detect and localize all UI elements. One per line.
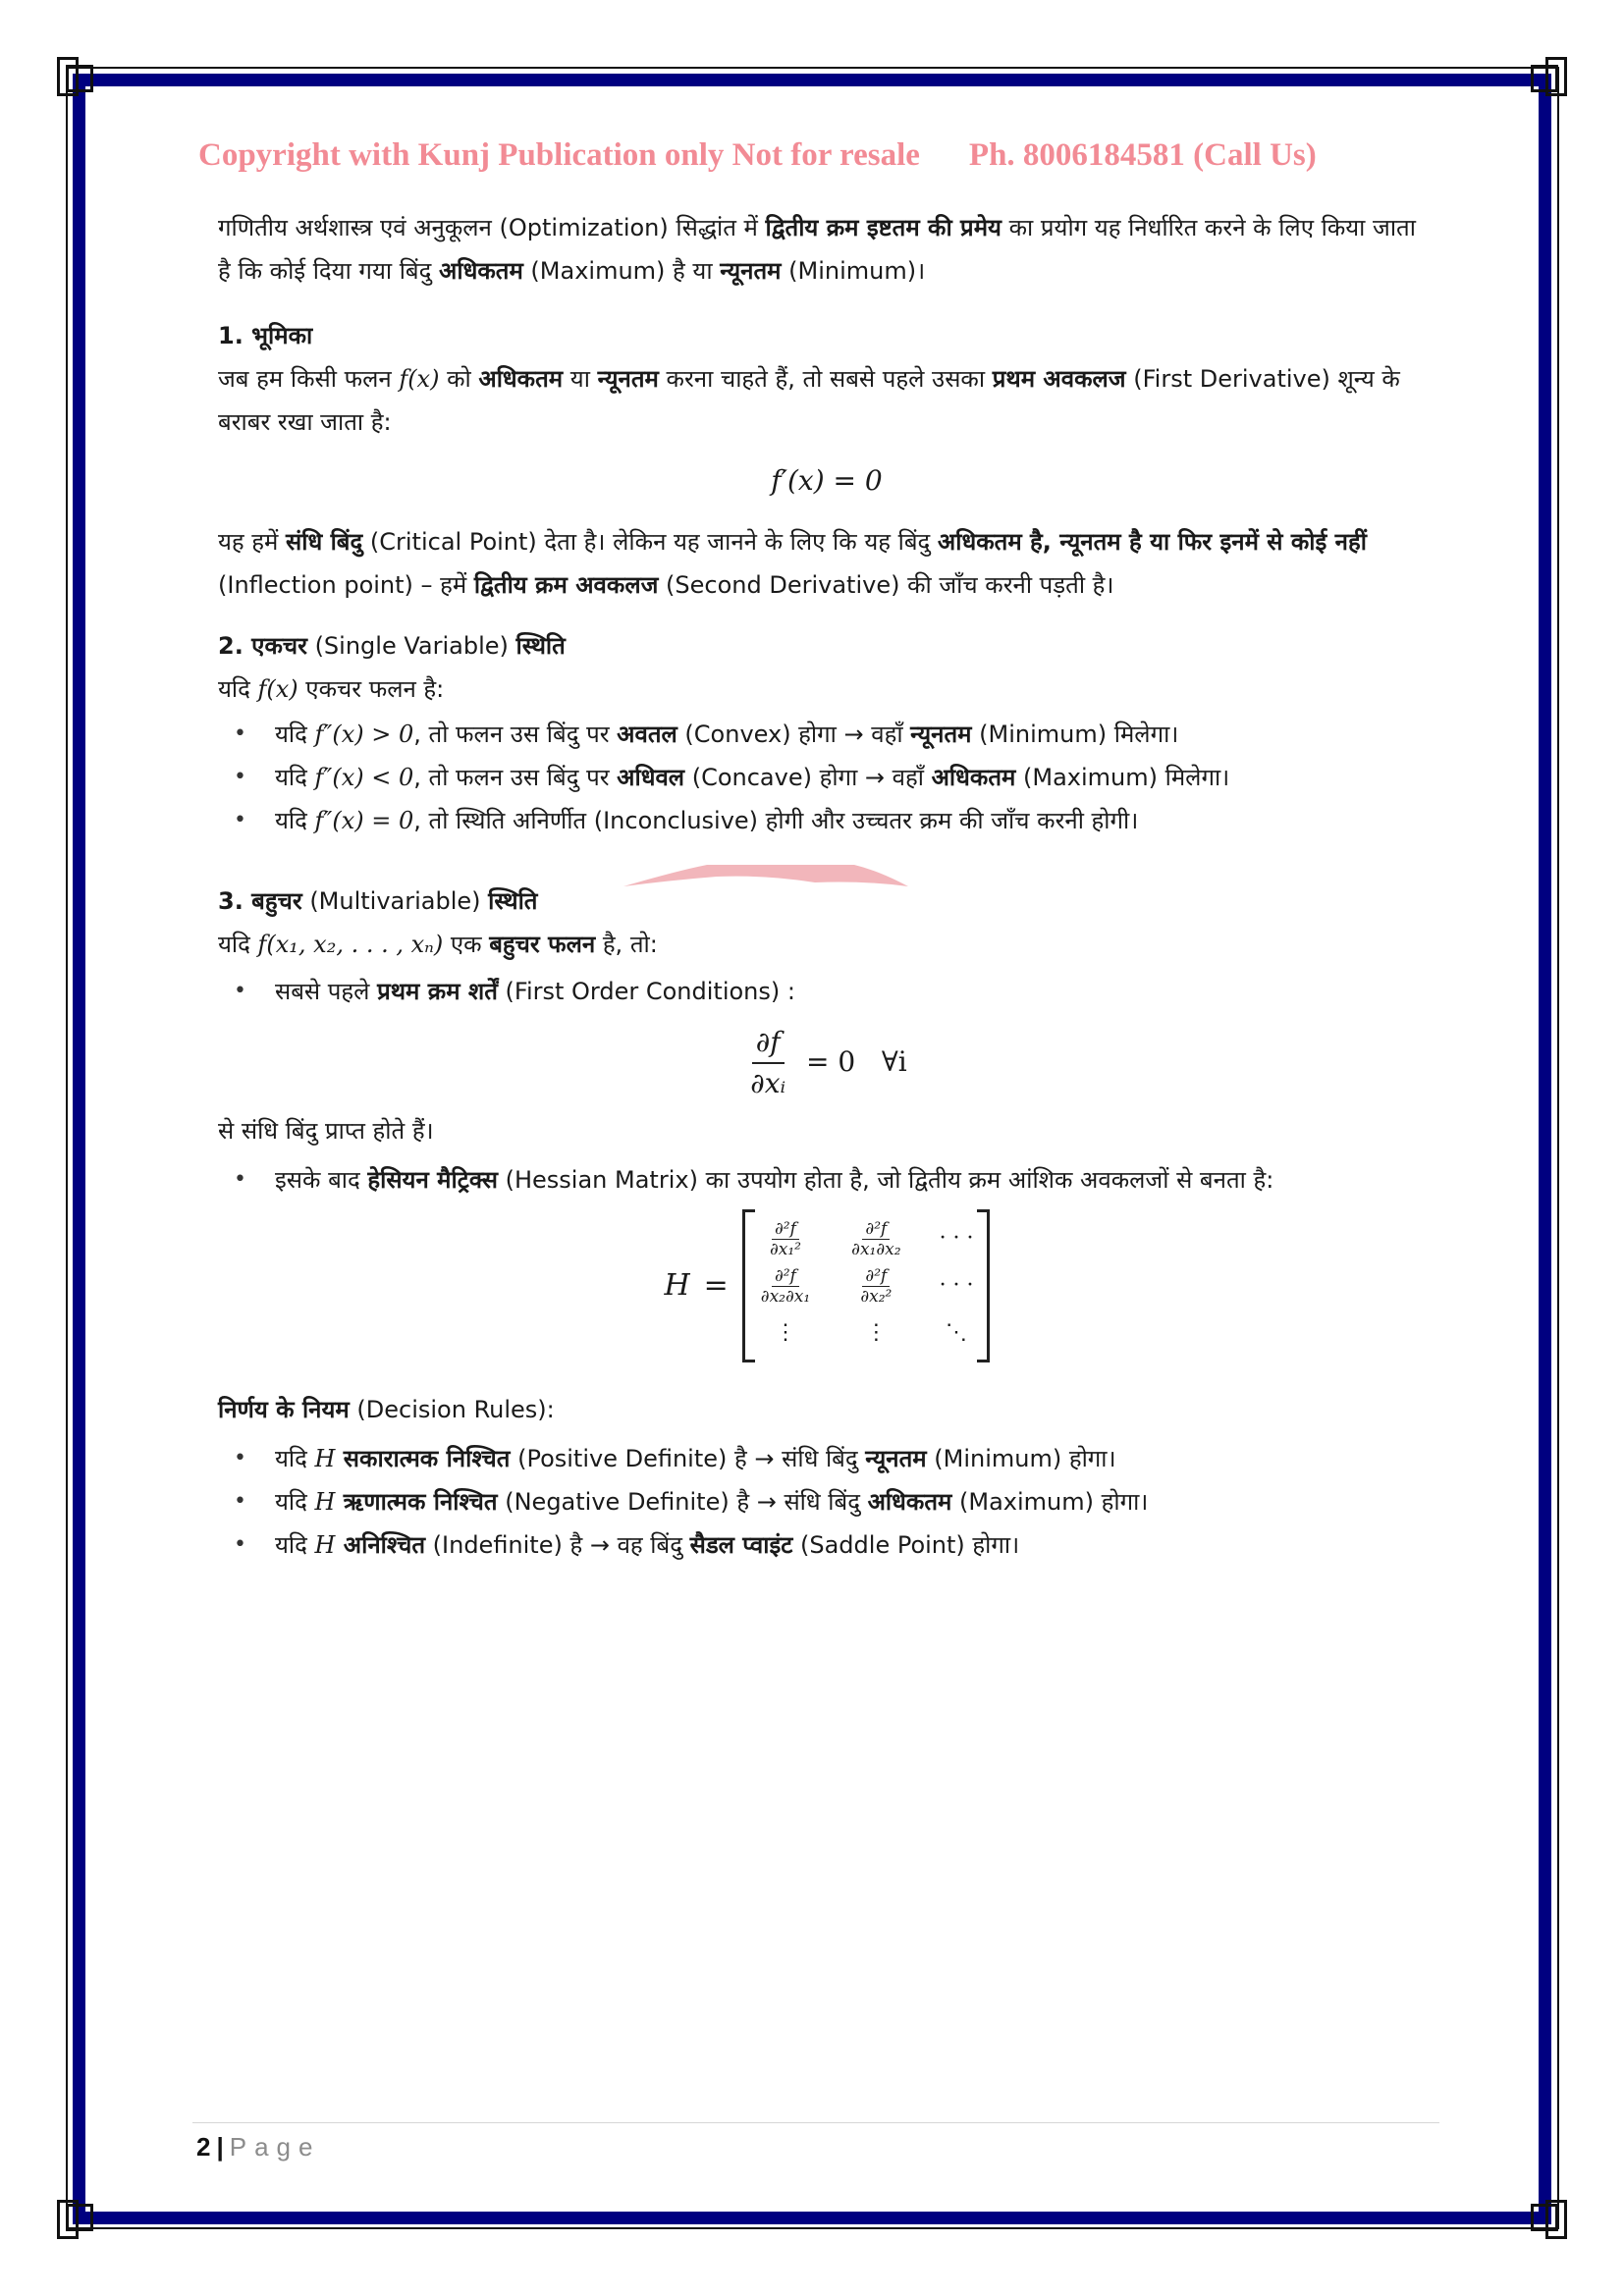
page-label: Page: [229, 2132, 321, 2162]
heading-text-en: (Single Variable): [306, 632, 516, 660]
intro-theorem-name: द्वितीय क्रम इष्टतम की प्रमेय: [765, 214, 1001, 241]
page-number: 2: [196, 2132, 211, 2162]
text: (Minimum) होगा।: [926, 1445, 1116, 1472]
equation-text: f′(x) = 0: [771, 464, 883, 497]
equals-sign: =: [703, 1268, 729, 1303]
fraction-partial-f: [746, 1023, 789, 1103]
decision-rules-heading: [218, 1388, 1435, 1431]
corner-ornament-top-right-inner: [1545, 57, 1567, 96]
text: यदि: [218, 675, 258, 703]
page-footer: [196, 2132, 320, 2163]
term: अनिश्चित: [335, 1531, 426, 1559]
text: (First Order Conditions) :: [497, 978, 795, 1005]
text: , तो फलन उस बिंदु पर: [413, 764, 618, 791]
math-condition: f″(x) > 0: [314, 721, 414, 748]
fraction-denominator: ∂x₂²: [860, 1286, 893, 1307]
intro-text: गणितीय अर्थशास्त्र एवं अनुकूलन (Optimization) सिद्धांत में: [218, 214, 766, 241]
text: (Critical Point) देता है। लेकिन यह जानने के लिए कि यह बिंदु: [362, 528, 938, 556]
text: (Inflection point) – हमें: [218, 571, 474, 599]
text: करना चाहते हैं, तो सबसे पहले उसका: [658, 365, 993, 393]
matrix-ellipsis: ⋱: [946, 1320, 968, 1345]
text: को: [439, 365, 479, 393]
text: सबसे पहले: [275, 978, 378, 1005]
text: यदि: [275, 1531, 315, 1559]
text: (Maximum) होगा।: [951, 1488, 1149, 1516]
text: (Concave) होगा → वहाँ: [684, 764, 932, 791]
math-H: H: [314, 1488, 336, 1516]
text: (Positive Definite) है → संधि बिंदु: [510, 1445, 866, 1472]
math-H: H: [314, 1445, 336, 1472]
matrix-fraction: [758, 1266, 813, 1307]
math-fx: f(x): [399, 365, 440, 393]
hessian-matrix: [742, 1209, 990, 1362]
text: एक: [443, 931, 490, 958]
footer-separator: |: [216, 2132, 224, 2162]
heading-text: स्थिति: [488, 887, 538, 915]
heading-text: 3. बहुचर: [218, 887, 302, 915]
list-item: [218, 1523, 1435, 1567]
hessian-matrix-equation: [218, 1209, 1435, 1362]
single-variable-rules: [218, 713, 1435, 842]
section-3-heading: [218, 880, 1435, 923]
matrix-fraction: [848, 1219, 903, 1259]
term-critical-point: संधि बिंदु: [286, 528, 363, 556]
fraction-numerator: ∂²f: [862, 1219, 890, 1240]
matrix-ellipsis: · · ·: [939, 1226, 974, 1251]
matrix-cell: [940, 1215, 974, 1262]
text: यदि: [218, 931, 258, 958]
term-hessian-matrix: हेसियन मैट्रिक्स: [367, 1166, 498, 1194]
term: न्यूनतम: [910, 721, 972, 748]
matrix-ellipsis: ⋮: [865, 1320, 888, 1345]
list-item: [218, 756, 1435, 799]
fraction-numerator: ∂²f: [772, 1219, 799, 1240]
section-1-heading: 1. भूमिका: [218, 322, 313, 349]
term: ऋणात्मक निश्चित: [335, 1488, 498, 1516]
matrix-fraction: [767, 1219, 804, 1259]
text: (Convex) होगा → वहाँ: [677, 721, 911, 748]
matrix-cell: [758, 1262, 813, 1309]
text: (Hessian Matrix) का उपयोग होता है, जो द्वितीय क्रम आंशिक अवकलजों से बनता है:: [497, 1166, 1274, 1194]
corner-ornament-bottom-left-inner: [57, 2200, 79, 2239]
fraction-denominator: ∂x₁∂x₂: [851, 1239, 901, 1259]
list-item: [218, 1480, 1435, 1523]
contact-phone: Ph. 8006184581 (Call Us): [968, 137, 1317, 173]
matrix-cell: [848, 1262, 903, 1309]
term: न्यूनतम: [865, 1445, 927, 1472]
copyright-header: [198, 137, 1455, 174]
text: है, तो:: [595, 931, 658, 958]
math-H: H: [314, 1531, 336, 1559]
term-maximum: अधिकतम: [478, 365, 564, 393]
decision-rules-list: [218, 1437, 1435, 1567]
matrix-cell: [758, 1309, 813, 1357]
text: यदि: [275, 764, 315, 791]
term: अधिकतम: [867, 1488, 952, 1516]
fraction-denominator: ∂x₁²: [769, 1239, 801, 1259]
math-fx: f(x): [257, 675, 298, 703]
matrix-ellipsis: · · ·: [939, 1273, 974, 1298]
heading-text: निर्णय के नियम: [218, 1396, 350, 1423]
text: यदि: [275, 721, 315, 748]
section-2-heading: [218, 624, 1435, 667]
fraction-denominator: ∂xᵢ: [750, 1067, 786, 1099]
term-classification: अधिकतम है, न्यूनतम है या फिर इनमें से कोई नहीं: [937, 528, 1367, 556]
intro-paragraph: [218, 206, 1435, 293]
intro-text: (Minimum)।: [781, 257, 926, 285]
list-item: [218, 799, 1435, 842]
term: अवतल: [617, 721, 677, 748]
term-minimum: न्यूनतम: [597, 365, 659, 393]
term: अधिवल: [617, 764, 685, 791]
text: , तो स्थिति अनिर्णीत (Inconclusive) होगी और उच्चतर क्रम की जाँच करनी होगी।: [413, 807, 1139, 834]
text: (Second Derivative) की जाँच करनी पड़ती है।: [658, 571, 1114, 599]
list-item: [218, 970, 1435, 1013]
fraction-numerator: ∂f: [752, 1023, 785, 1064]
hessian-symbol: H: [664, 1268, 690, 1303]
corner-ornament-top-left-inner: [57, 57, 79, 96]
section-1-paragraph: [218, 357, 1435, 444]
fraction-numerator: ∂²f: [772, 1266, 799, 1287]
term-maximum: अधिकतम: [439, 257, 523, 285]
intro-text: (Maximum) है या: [522, 257, 721, 285]
text: यदि: [275, 1488, 315, 1516]
text: जब हम किसी फलन: [218, 365, 400, 393]
heading-text: 2. एकचर: [218, 632, 307, 660]
intro-text: का प्रयोग यह निर्धारित करने के लिए किया जाता है कि कोई दिया गया बिंदु: [218, 214, 1416, 285]
term-multivariable-function: बहुचर फलन: [489, 931, 596, 958]
heading-text: स्थिति: [515, 632, 566, 660]
text: यह हमें: [218, 528, 287, 556]
matrix-cell: [848, 1215, 903, 1262]
term: सैडल प्वाइंट: [689, 1531, 793, 1559]
copyright-notice: Copyright with Kunj Publication only Not for resale: [198, 137, 920, 173]
footer-divider: [192, 2122, 1439, 2123]
text: , तो फलन उस बिंदु पर: [413, 721, 618, 748]
fraction-numerator: ∂²f: [862, 1266, 890, 1287]
math-condition: f″(x) = 0: [314, 807, 414, 834]
text: (Negative Definite) है → संधि बिंदु: [497, 1488, 868, 1516]
text: (First Derivative) शून्य के बराबर रखा जाता है:: [218, 365, 1400, 436]
fraction-denominator: ∂x₂∂x₁: [760, 1286, 811, 1307]
list-item: [218, 713, 1435, 756]
hessian-list: [218, 1158, 1435, 1201]
list-item: [218, 1158, 1435, 1201]
term: अधिकतम: [931, 764, 1016, 791]
section-2-intro: [218, 667, 1435, 711]
math-condition: f″(x) < 0: [314, 764, 414, 791]
equation-first-derivative: [218, 459, 1435, 503]
corner-ornament-bottom-right-inner: [1545, 2200, 1567, 2239]
list-item: [218, 1437, 1435, 1480]
heading-text-en: (Multivariable): [301, 887, 489, 915]
text: इसके बाद: [275, 1166, 368, 1194]
text: (Maximum) मिलेगा।: [1015, 764, 1230, 791]
term-first-order-conditions: प्रथम क्रम शर्तें: [377, 978, 498, 1005]
term-minimum: न्यूनतम: [720, 257, 782, 285]
text: (Indefinite) है → वह बिंदु: [425, 1531, 690, 1559]
text: एकचर फलन है:: [298, 675, 445, 703]
matrix-ellipsis: ⋮: [774, 1320, 796, 1345]
matrix-cell: [940, 1309, 974, 1357]
text: (Saddle Point) होगा।: [792, 1531, 1020, 1559]
section-1-paragraph-2: [218, 520, 1435, 607]
foc-list: [218, 970, 1435, 1013]
equation-first-order-conditions: [218, 1023, 1435, 1103]
term-first-derivative: प्रथम अवकलज: [992, 365, 1126, 393]
critical-points-text: से संधि बिंदु प्राप्त होते हैं।: [218, 1117, 434, 1145]
section-3-intro: [218, 923, 1435, 966]
equation-rhs: = 0 ∀i: [806, 1044, 907, 1078]
math-fx-multivariable: f(x₁, x₂, . . . , xₙ): [257, 931, 444, 958]
text: यदि: [275, 1445, 315, 1472]
matrix-cell: [758, 1215, 813, 1262]
document-body: [218, 206, 1435, 1567]
matrix-cell: [848, 1309, 903, 1357]
term: सकारात्मक निश्चित: [335, 1445, 511, 1472]
text: (Minimum) मिलेगा।: [971, 721, 1179, 748]
matrix-fraction: [857, 1266, 894, 1307]
matrix-cell: [940, 1262, 974, 1309]
text: यदि: [275, 807, 315, 834]
text: या: [563, 365, 598, 393]
term-second-derivative: द्वितीय क्रम अवकलज: [473, 571, 659, 599]
heading-text-en: (Decision Rules):: [349, 1396, 555, 1423]
